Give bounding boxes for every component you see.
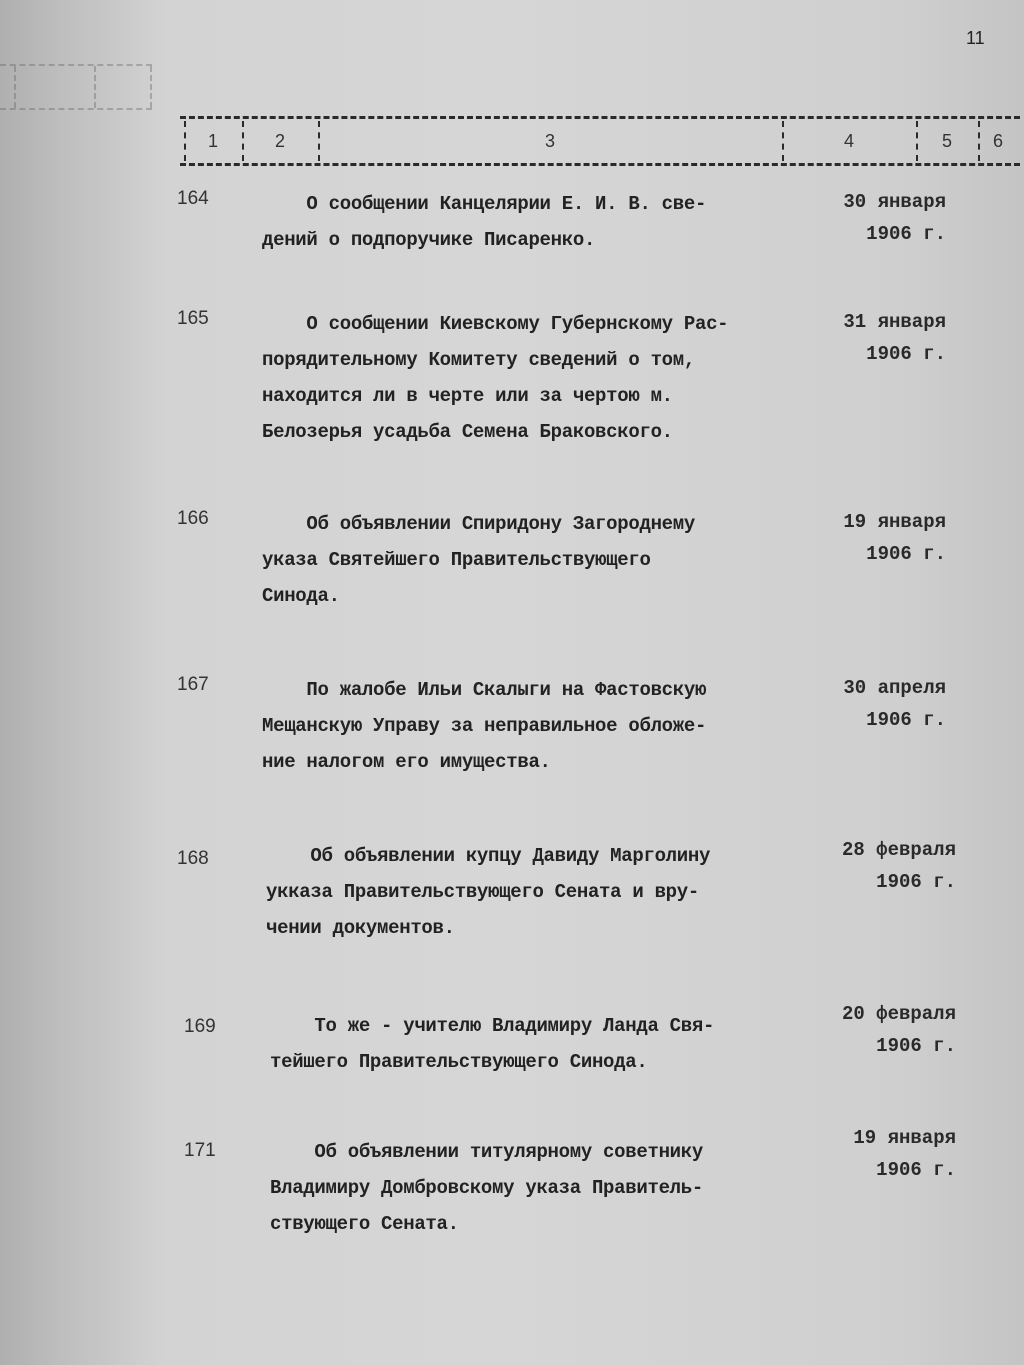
entry-text-line: По жалобе Ильи Скалыги на Фастовскую [262,679,707,701]
bleed-through-table [0,64,152,110]
entry-number: 171 [184,1140,216,1161]
entry-text-line: О сообщении Канцелярии Е. И. В. све- [262,193,707,215]
entry-text-line: чении документов. [266,917,455,939]
entry-text-line: дений о подпоручике Писаренко. [262,229,596,251]
page-edge-shadow [0,0,160,1365]
entry-date-year: 1906 г. [876,871,956,893]
entry-text-line: Об объявлении титулярному советнику [270,1141,703,1163]
entry-text-line: Синода. [262,585,340,607]
entry-date-day: 30 апреля [843,677,946,699]
entry-description [262,506,822,614]
page-number: 11 [966,28,985,48]
entry-date-day: 19 января [853,1127,956,1149]
entry-number: 166 [177,508,209,529]
entry-text-line: указа Святейшего Правительствующего [262,549,651,571]
entry-date [806,834,956,898]
entry-text-line: ствующего Сената. [270,1213,459,1235]
column-header-1: 1 [207,130,218,151]
entry-date-day: 30 января [843,191,946,213]
column-header-6: 6 [992,130,1003,151]
entry-date [806,1122,956,1186]
entry-description [262,306,822,450]
entry-text-line: Белозерья усадьба Семена Браковского. [262,421,673,443]
entry-number: 168 [177,848,209,869]
entry-text-line: ние налогом его имущества. [262,751,551,773]
entry-description [262,186,822,258]
entry-date [806,998,956,1062]
entry-date [796,186,946,250]
entry-text-line: Об объявлении Спиридону Загороднему [262,513,695,535]
table-header [180,116,1020,166]
column-header-2: 2 [274,130,285,151]
entry-text-line: О сообщении Киевскому Губернскому Рас- [262,313,729,335]
entry-date-year: 1906 г. [866,343,946,365]
entry-text-line: Владимиру Домбровскому указа Правитель- [270,1177,703,1199]
entry-number: 164 [177,188,209,209]
entry-text-line: находится ли в черте или за чертою м. [262,385,673,407]
entry-date [796,672,946,736]
column-header-3: 3 [544,130,555,151]
entry-text-line: порядительному Комитету сведений о том, [262,349,695,371]
entry-date-year: 1906 г. [866,543,946,565]
entry-text-line: тейшего Правительствующего Синода. [270,1051,648,1073]
entry-date-day: 20 февраля [841,1003,956,1025]
entry-description [262,672,822,780]
entry-date-day: 28 февраля [841,839,956,861]
entry-date-year: 1906 г. [876,1159,956,1181]
entry-description [270,1008,830,1080]
entry-text-line: Мещанскую Управу за неправильное обложе- [262,715,707,737]
entry-description [266,838,826,946]
entry-date-year: 1906 г. [866,709,946,731]
column-header-4: 4 [843,130,854,151]
entry-date [796,506,946,570]
entry-text-line: Об объявлении купцу Давиду Марголину [266,845,711,867]
entry-number: 165 [177,308,209,329]
entry-date-year: 1906 г. [876,1035,956,1057]
entry-number: 169 [184,1016,216,1037]
entry-date [796,306,946,370]
entry-date-day: 19 января [843,511,946,533]
entry-date-day: 31 января [843,311,946,333]
entry-number: 167 [177,674,209,695]
entry-text-line: То же - учителю Владимиру Ланда Свя- [270,1015,715,1037]
entry-text-line: укказа Правительствующего Сената и вру- [266,881,699,903]
entry-date-year: 1906 г. [866,223,946,245]
column-header-5: 5 [941,130,952,151]
entry-description [270,1134,830,1242]
